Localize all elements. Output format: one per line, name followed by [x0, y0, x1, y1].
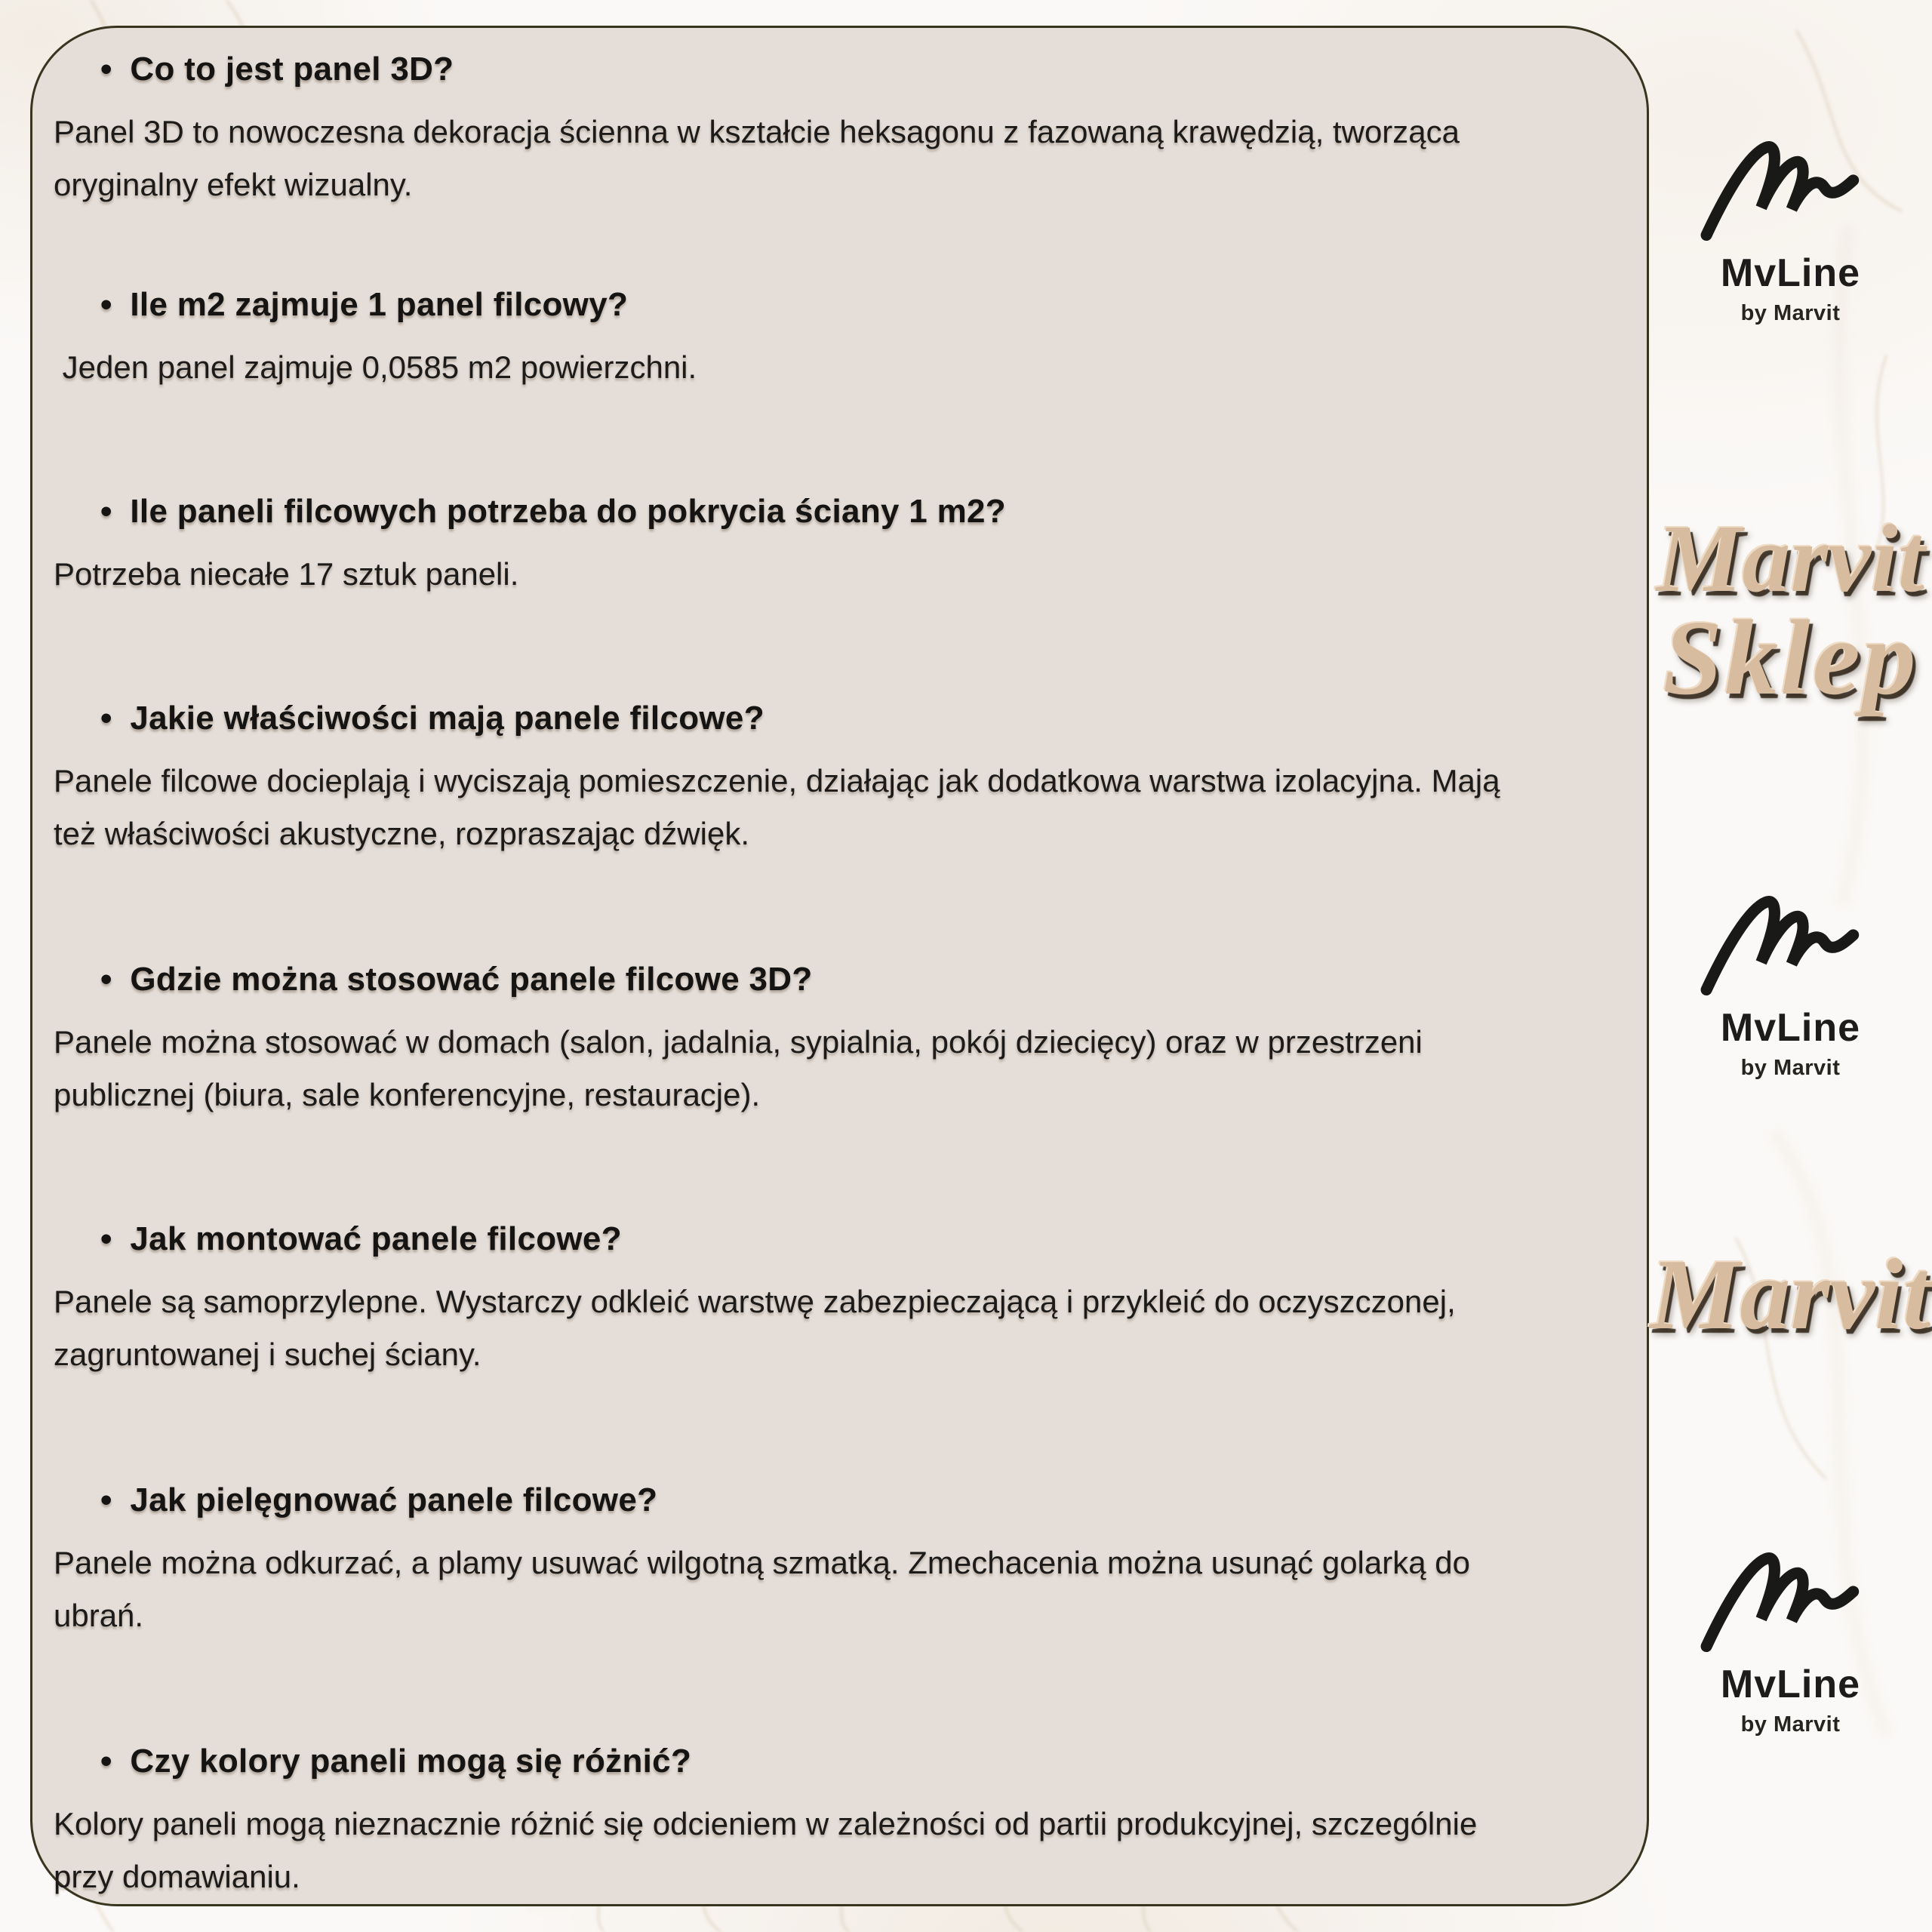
faq-question: Gdzie można stosować panele filcowe 3D?	[130, 961, 813, 998]
faq-item-3	[54, 490, 1533, 601]
bullet-icon: •	[100, 1481, 112, 1518]
wordmark-line-sklep: Sklep	[1663, 598, 1918, 717]
mvline-m-swoosh-icon	[1696, 1544, 1886, 1659]
faq-item-6	[54, 1217, 1533, 1381]
faq-question: Co to jest panel 3D?	[130, 51, 454, 88]
faq-item-7	[54, 1478, 1533, 1642]
faq-item-1	[54, 48, 1533, 211]
faq-item-4	[54, 697, 1533, 860]
faq-question-row	[54, 283, 1533, 326]
faq-answer: Panele filcowe docieplają i wyciszają pomieszczenie, działając jak dodatkowa warstwa izolacyjna. Mają też właściwości akustyczne, rozpraszając dźwięk.	[54, 763, 1509, 852]
bullet-icon: •	[100, 286, 112, 323]
faq-question-row	[54, 490, 1533, 533]
faq-item-8	[54, 1740, 1533, 1903]
faq-answer: Panel 3D to nowoczesna dekoracja ścienna w kształcie heksagonu z fazowaną krawędzią, tworząca oryginalny efekt wizualny.	[54, 114, 1469, 203]
faq-answer: Panele są samoprzylepne. Wystarczy odkleić warstwę zabezpieczającą i przykleić do oczyszczonej, zagruntowanej i suchej ściany.	[54, 1284, 1465, 1373]
faq-question: Czy kolory paneli mogą się różnić?	[130, 1743, 692, 1780]
faq-item-2	[54, 283, 1533, 394]
wordmark-line-marvit: Marvit	[1650, 1238, 1931, 1350]
bullet-icon: •	[100, 1743, 112, 1780]
mvline-title: MvLine	[1720, 1663, 1861, 1706]
mvline-logo	[1649, 888, 1932, 1081]
mvline-title: MvLine	[1720, 1006, 1861, 1050]
faq-answer: Kolory paneli mogą nieznacznie różnić się odcieniem w zależności od partii produkcyjnej, szczególnie przy domawianiu.	[54, 1806, 1486, 1895]
faq-answer: Panele można odkurzać, a plamy usuwać wilgotną szmatką. Zmechacenia można usunąć golarką do ubrań.	[54, 1545, 1479, 1634]
faq-answer: Panele można stosować w domach (salon, jadalnia, sypialnia, pokój dziecięcy) oraz w przestrzeni publicznej (biura, sale konferencyjne, restauracje).	[54, 1024, 1432, 1113]
mvline-m-swoosh-icon	[1696, 888, 1886, 1002]
faq-answer: Potrzeba niecałe 17 sztuk paneli.	[54, 556, 519, 592]
faq-question-row	[54, 958, 1533, 1001]
bullet-icon: •	[100, 493, 112, 530]
bullet-icon: •	[100, 961, 112, 998]
marvit-wordmark	[1649, 1238, 1932, 1350]
faq-question-row	[54, 48, 1533, 91]
faq-question: Jakie właściwości mają panele filcowe?	[130, 700, 764, 737]
mvline-logo	[1649, 1544, 1932, 1737]
mvline-logo	[1649, 133, 1932, 326]
bullet-icon: •	[100, 700, 112, 737]
bullet-icon: •	[100, 51, 112, 88]
faq-question: Ile paneli filcowych potrzeba do pokrycia ściany 1 m2?	[130, 493, 1006, 530]
wordmark-line-marvit: Marvit	[1656, 505, 1925, 612]
faq-question-row	[54, 1478, 1533, 1521]
bullet-icon: •	[100, 1220, 112, 1257]
faq-question: Jak pielęgnować panele filcowe?	[130, 1481, 658, 1518]
logo-rail	[1649, 0, 1932, 1932]
mvline-subtitle: by Marvit	[1740, 1056, 1841, 1081]
faq-answer: Jeden panel zajmuje 0,0585 m2 powierzchni.	[54, 349, 697, 386]
faq-question: Ile m2 zajmuje 1 panel filcowy?	[130, 286, 629, 323]
faq-question-row	[54, 1740, 1533, 1783]
faq-question-row	[54, 1217, 1533, 1260]
faq-question-row	[54, 697, 1533, 740]
mvline-m-swoosh-icon	[1696, 133, 1886, 248]
marvit-sklep-wordmark	[1649, 505, 1932, 717]
faq-question: Jak montować panele filcowe?	[130, 1220, 622, 1257]
mvline-subtitle: by Marvit	[1740, 301, 1841, 326]
mvline-subtitle: by Marvit	[1740, 1712, 1841, 1737]
faq-item-5	[54, 958, 1533, 1121]
faq-card	[30, 26, 1649, 1906]
mvline-title: MvLine	[1720, 251, 1861, 295]
